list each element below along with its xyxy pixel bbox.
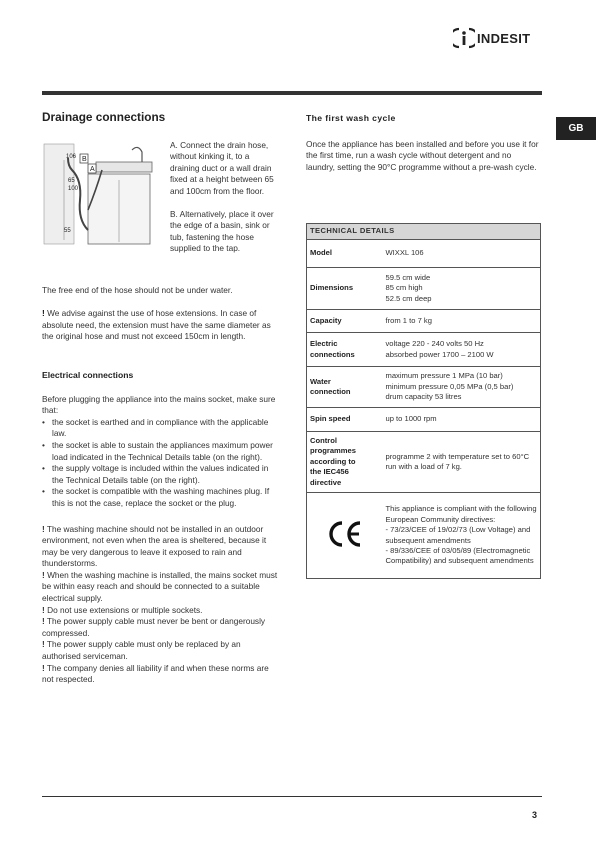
row-value: programme 2 with temperature set to 60°C run with a load of 7 kg. [383, 432, 541, 493]
compliance-text: This appliance is compliant with the following European Community directives: - 73/23/CEE of 19/02/73 (Low Voltage) and subsequent amendments - 89/336/CEE of 03/05/89 (Electromagnetic Compatibility) and subsequent amendments [383, 493, 541, 579]
ce-mark-icon [326, 520, 364, 548]
row-label: Control programmes according to the IEC456 directive [307, 432, 383, 493]
brand-name: INDESIT [477, 31, 531, 46]
row-label: Model [307, 240, 383, 268]
diagram-label-106: 106 [66, 153, 77, 160]
drainage-text [170, 140, 280, 266]
brand-logo [453, 26, 543, 50]
table-row [307, 310, 541, 333]
table-row [307, 268, 541, 310]
right-column [306, 113, 541, 173]
list-item: • the socket is compatible with the washing machines plug. If this is not the case, replace the socket or the plug. [42, 486, 280, 509]
warning-socket-reach: ! When the washing machine is installed, the mains socket must be within easy reach and should be connected to a suitable electrical supply. [42, 569, 278, 604]
header-rule [42, 91, 542, 95]
warning-cable-replace: ! The power supply cable must only be replaced by an authorised serviceman. [42, 639, 241, 662]
row-label: Electric connections [307, 333, 383, 367]
row-label: Dimensions [307, 268, 383, 310]
drainage-title: Drainage connections [42, 110, 166, 124]
electrical-warnings [42, 524, 280, 686]
diagram-label-55: 55 [64, 227, 71, 234]
technical-details-title: TECHNICAL DETAILS [307, 224, 541, 240]
drainage-warning: ! We advise against the use of hose extensions. In case of absolute need, the extension must have the same diameter as the original hose and must not exceed 150cm in length. [42, 308, 271, 342]
page-number: 3 [532, 810, 538, 820]
drainage-diagram [42, 140, 160, 252]
row-label: Spin speed [307, 408, 383, 432]
drainage-hose-note: The free end of the hose should not be under water. [42, 284, 233, 295]
electrical-title: Electrical connections [42, 369, 134, 380]
drainage-section [42, 140, 280, 292]
list-item: • the socket is earthed and in compliance with the applicable law. [42, 417, 280, 440]
table-row [307, 408, 541, 432]
row-value: WIXXL 106 [383, 240, 541, 268]
table-row [307, 367, 541, 408]
technical-details-table [306, 223, 541, 579]
table-row [307, 432, 541, 493]
ce-mark-cell [307, 493, 383, 579]
warning-no-extensions: ! Do not use extensions or multiple sockets. [42, 604, 203, 615]
list-item: • the socket is able to sustain the appliances maximum power load indicated in the Technical Details table (on the right). [42, 440, 280, 463]
warning-cable-bent: ! The power supply cable must never be bent or dangerously compressed. [42, 616, 266, 638]
row-value: voltage 220 - 240 volts 50 Hz absorbed power 1700 – 2100 W [383, 333, 541, 367]
table-row [307, 333, 541, 367]
language-tab: GB [556, 117, 596, 140]
electrical-intro: Before plugging the appliance into the mains socket, make sure that: [42, 393, 276, 416]
diagram-label-b: B [82, 155, 87, 163]
drainage-option-b: B. Alternatively, place it over the edge of a basin, sink or tub, fastening the hose supplied to the tap. [170, 208, 274, 254]
row-value: 59.5 cm wide 85 cm high 52.5 cm deep [383, 268, 541, 310]
row-value: up to 1000 rpm [383, 408, 541, 432]
diagram-label-100: 100 [68, 185, 79, 192]
row-value: maximum pressure 1 MPa (10 bar) minimum pressure 0,05 MPa (0,5 bar) drum capacity 53 litres [383, 367, 541, 408]
table-row [307, 240, 541, 268]
table-header-row [307, 224, 541, 240]
row-label: Capacity [307, 310, 383, 333]
left-column [42, 112, 280, 686]
row-label: Water connection [307, 367, 383, 408]
electrical-checklist [42, 417, 280, 510]
warning-liability: ! The company denies all liability if and when these norms are not respected. [42, 662, 269, 685]
diagram-label-a: A [90, 165, 95, 173]
indesit-logo-icon [453, 26, 475, 50]
first-wash-text: Once the appliance has been installed and before you use it for the first time, run a wash cycle without detergent and no laundry, setting the 90°C programme without a pre-wash cycle. [306, 138, 539, 172]
warning-outdoor: ! The washing machine should not be installed in an outdoor environment, not even when the area is sheltered, because it may be very dangerous to leave it exposed to rain and thunderstorms. [42, 523, 267, 569]
footer-rule [42, 796, 542, 797]
list-item: • the supply voltage is included within the values indicated in the Technical Details table (on the right). [42, 463, 280, 486]
table-row-compliance [307, 493, 541, 579]
row-value: from 1 to 7 kg [383, 310, 541, 333]
diagram-label-65: 65 [68, 177, 75, 184]
first-wash-title: The first wash cycle [306, 113, 396, 123]
drainage-option-a: A. Connect the drain hose, without kinking it, to a draining duct or a wall drain fixed at a height between 65 and 100cm from the floor. [170, 139, 274, 196]
